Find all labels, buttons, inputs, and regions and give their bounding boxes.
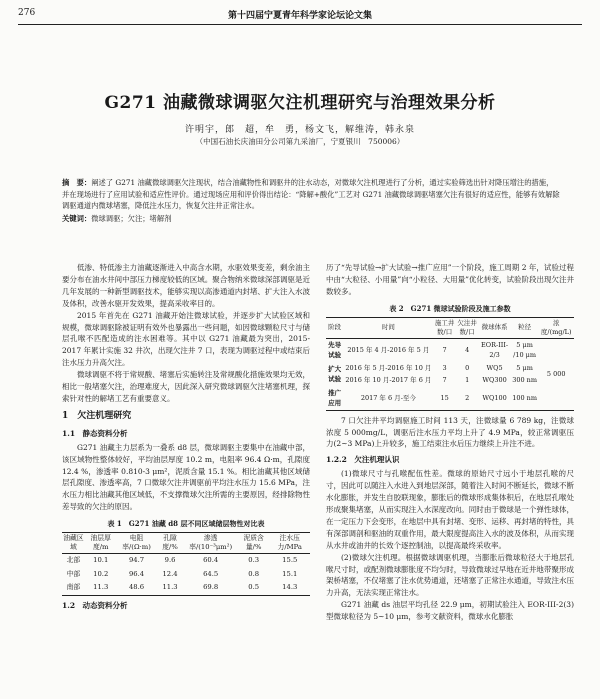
keywords-label: 关键词： <box>62 214 92 223</box>
table2-header-cell: 欠注井数/口 <box>456 317 479 338</box>
table-cell: 15 <box>440 393 449 402</box>
table2-concentration-cell: 5 000 <box>546 369 566 378</box>
table1-caption: 表 1 G271 油藏 d8 层不同区域储层物性对比表 <box>107 519 265 529</box>
table-cell: 0.8 <box>248 569 260 578</box>
subsection-heading-1-1: 1.1 静态资料分析 <box>62 428 128 438</box>
mechanism-paragraph-1: (1)微球尺寸与孔喉配伍性差。微球的原始尺寸远小于地层孔喉的尺寸，因此可以随注入水进入到地层深部，随着注入时间不断延长，微球不断水化膨胀，并发生自胶联现象，膨胀后的微球形成集体积后，在地层孔喉处形成聚集堵塞，从而实现注入水深度改向。同时由于微球是一个弹性球体，在一定压力下会变形，在地层中具有封堵、变形、运移、再封堵的特性，具有深部调剖和驱油的双重作用，最大限度提高注入水的波及体积，从而实现从水井或油井的长效个逐控制油，以提高最终采收率。 <box>326 469 574 550</box>
table-cell: 15.1 <box>282 569 298 578</box>
table-cell: WQ300 <box>482 376 507 385</box>
table1 <box>62 532 310 596</box>
table-cell: 14.3 <box>282 583 298 592</box>
subsection-heading-1-2: 1.2 动态资料分析 <box>62 600 128 610</box>
table1-header-cell: 油藏区域 <box>62 533 85 554</box>
journal-title: 第十四届宁夏青年科学家论坛论文集 <box>227 11 372 21</box>
table-cell: 10.1 <box>93 556 109 565</box>
table-cell: 先导试验 <box>328 340 342 360</box>
table2-header-cell: 时间 <box>343 317 433 338</box>
table-row <box>326 362 574 375</box>
subsection-heading-1-2-2: 1.2.2 欠注机理认识 <box>326 455 400 465</box>
left-column <box>62 262 310 613</box>
intro-paragraph-3: 微球调驱不将于常规酸、堵塞后实施转注及常规酸化措施效果均无效，相比一般堵塞欠注，治理难度大，因此深入研究微球调驱欠注堵塞机理，探索针对性的解堵工艺有重要意义。 <box>62 370 310 403</box>
table-cell: 2016 年 10 月-2017 年 6 月 <box>345 376 432 385</box>
table-cell: 扩大试验 <box>328 364 342 384</box>
table2-header-cell: 微球体系 <box>478 317 510 338</box>
table-cell: 10.2 <box>93 569 109 578</box>
table-cell: 3 <box>442 363 447 372</box>
table-cell: 96.4 <box>128 569 145 578</box>
table-cell: 南部 <box>66 583 81 592</box>
dynamic-data-paragraph: 历了“先导试验→扩大试验→推广应用”一个阶段，施工周期 2 年，试验过程中由“大粒径、小用量”向“小粒径、大用量”优化转变，试验阶段出现欠注井数较多。 <box>326 263 574 296</box>
static-data-paragraph: G271 油藏主力层系为一叠系 d8 层，微球调驱主要集中在油藏中部，该区域物性整体较好，平均油层厚度 10.2 m，电阻率 96.4 Ω·m，孔隙度 12.4 %，渗透率 0.810-3 μm²，泥质含量 15.1 %。相比油藏其他区域储层孔隙度、渗透率高，7 口微球欠注井调驱前平均注水压力 15.6 MPa，注水压力相比油藏其他区域低，不支撑微球欠注所需的主要原因，经排除物性差导致的欠注的原因。 <box>62 442 310 512</box>
page-number: 276 <box>18 8 36 18</box>
table-cell: 0.5 <box>248 583 260 592</box>
right-column <box>326 262 574 623</box>
table-cell: 69.8 <box>203 583 219 592</box>
table-row <box>62 568 310 582</box>
section-heading-1: 1 欠注机理研究 <box>62 410 132 421</box>
table2 <box>326 317 574 411</box>
mechanism-paragraph-3: G271 油藏 ds 油层平均孔径 22.9 μm，初期试验注入 EOR-III-2(3)型微球粒径为 5~10 μm，参考文献资料，微球水化膨胀 <box>326 600 574 622</box>
intro-paragraph-2: 2015 年首先在 G271 油藏开始注微球试验，并逐步扩大试验区域和规模，微球调驱除被证明有效外也暴露出一些问题，如因微球颗粒尺寸与储层孔喉不匹配造成的注水困难等。其中以 G271 油藏最为突出，2015-2017 年累计实施 32 井次，出现欠注井 7 口，表现为调驱过程中或结束后注水压力升高欠注。 <box>62 310 310 368</box>
table1-header-cell: 泥质含量/% <box>238 533 270 554</box>
affiliation: （中国石油长庆油田分公司第九采油厂，宁夏银川 750006） <box>195 137 405 146</box>
table-cell: 2015 年 4 月-2016 年 5 月 <box>347 345 430 354</box>
table-cell: 94.7 <box>128 556 145 565</box>
table-cell: 0 <box>465 363 470 372</box>
table-row <box>62 581 310 595</box>
table-cell: WQ5 <box>486 363 503 372</box>
table1-header-cell: 渗透率/(10⁻³μm²) <box>184 533 238 554</box>
table-cell: 300 nm <box>512 376 538 385</box>
abstract <box>62 177 560 212</box>
table-row <box>326 338 574 362</box>
table2-caption: 表 2 G271 微球试验阶段及施工参数 <box>389 303 511 313</box>
abstract-text: 阐述了 G271 油藏微球调驱欠注现状，结合油藏物性和调驱井的注水动态，对微球欠注机理进行了分析，通过实验筛选出针对降压增注的措施，并在现场进行了应用试验和适应性评价。通过现场应用和评价得出结论：“降解+酸化”工艺对 G271 油藏微球调驱堵塞欠注有很好的适应性，能够有效解除调驱通道内微球堵塞，降低注水压力，恢复欠注井正常注水。 <box>62 178 560 210</box>
table-cell: 11.3 <box>162 583 178 592</box>
table-cell: 15.5 <box>282 556 298 565</box>
keywords <box>62 214 560 224</box>
table-cell: 1 <box>465 376 470 385</box>
table-cell: 2017 年 6 月-至今 <box>360 393 416 402</box>
intro-paragraph-1: 低渗、特低渗主力油藏逐渐进入中高含水期，水驱效果变差，剩余油主要分布在油水井间中部压力梯度较低的区域。聚合物纳米微球深部调驱是近几年发展的一种新型调驱技术，能够实现以高渗通道内封堵、扩大注入水波及体积，改善水驱开发效果，提高采收率目的。 <box>62 263 310 308</box>
table1-header-cell: 孔隙度/% <box>157 533 184 554</box>
table-cell: 4 <box>465 345 470 354</box>
table-cell: 64.5 <box>203 569 219 578</box>
table-cell: 5 μm <box>516 363 533 372</box>
table1-header-cell: 电阻率/(Ω·m) <box>117 533 157 554</box>
table-cell: 5 μm /10 μm <box>513 340 537 360</box>
table2-header-cell: 粒径 <box>511 317 539 338</box>
table-cell: 12.4 <box>162 569 178 578</box>
underinjection-summary: 7 口欠注井平均调驱施工时间 113 天，注微球量 6 789 kg，注微球浓度 5 000mg/L，调驱后注水压力平均上升了 4.9 MPa，较正常调驱压力(2~3 MPa)上升较多，施工结束注水后压力继续上升注不进。 <box>326 415 574 449</box>
table2-header-cell: 阶段 <box>326 317 343 338</box>
authors: 许明宇，郎 超，牟 勇，杨文飞，解维涛，韩永泉 <box>184 125 415 135</box>
table2-header-cell: 浓度/(mg/L) <box>538 317 574 338</box>
table-row <box>62 554 310 568</box>
table-cell: 0.3 <box>248 556 260 565</box>
table-cell: 60.4 <box>203 556 219 565</box>
paper-title: G271 油藏微球调驱欠注机理研究与治理效果分析 <box>104 93 496 113</box>
table-cell: 11.3 <box>93 583 109 592</box>
running-header <box>18 8 582 24</box>
table-row <box>326 387 574 411</box>
abstract-label: 摘 要： <box>62 178 92 187</box>
table-cell: 2 <box>465 393 470 402</box>
table1-header-cell: 油层厚度/m <box>85 533 117 554</box>
table2-header-row <box>326 317 574 338</box>
table-cell: 9.6 <box>164 556 176 565</box>
mechanism-paragraph-2: (2)微球欠注机理。根据微球调驱机理，当膨胀后微球粒径大于地层孔喉尺寸时，或配剂微球膨胀度不均匀时，导致微球过早地在近井地带聚形成架桥堵塞，不仅堵塞了注水优势通道，还堵塞了正常注水通道，导致注水压力升高，无法实现正常注水。 <box>326 552 574 598</box>
table-cell: 7 <box>442 376 447 385</box>
table-cell: 48.6 <box>128 583 145 592</box>
table2-header-cell: 施工井数/口 <box>433 317 456 338</box>
table1-header-row <box>62 533 310 554</box>
table-cell: 推广应用 <box>328 388 342 408</box>
table-cell: WQ100 <box>482 393 507 402</box>
table-cell: 2016 年 5 月-2016 年 10 月 <box>345 363 432 372</box>
table-cell: 北部 <box>66 556 81 565</box>
table-cell: 100 nm <box>512 393 538 402</box>
table-cell: 中部 <box>66 569 81 578</box>
header-rule <box>18 24 582 25</box>
table-cell: 7 <box>442 345 447 354</box>
table1-header-cell: 注水压力/MPa <box>269 533 310 554</box>
keywords-text: 微球调驱；欠注；堵解剂 <box>91 214 172 223</box>
table-cell: EOR-III-2/3 <box>481 340 509 360</box>
table-row <box>326 374 574 387</box>
